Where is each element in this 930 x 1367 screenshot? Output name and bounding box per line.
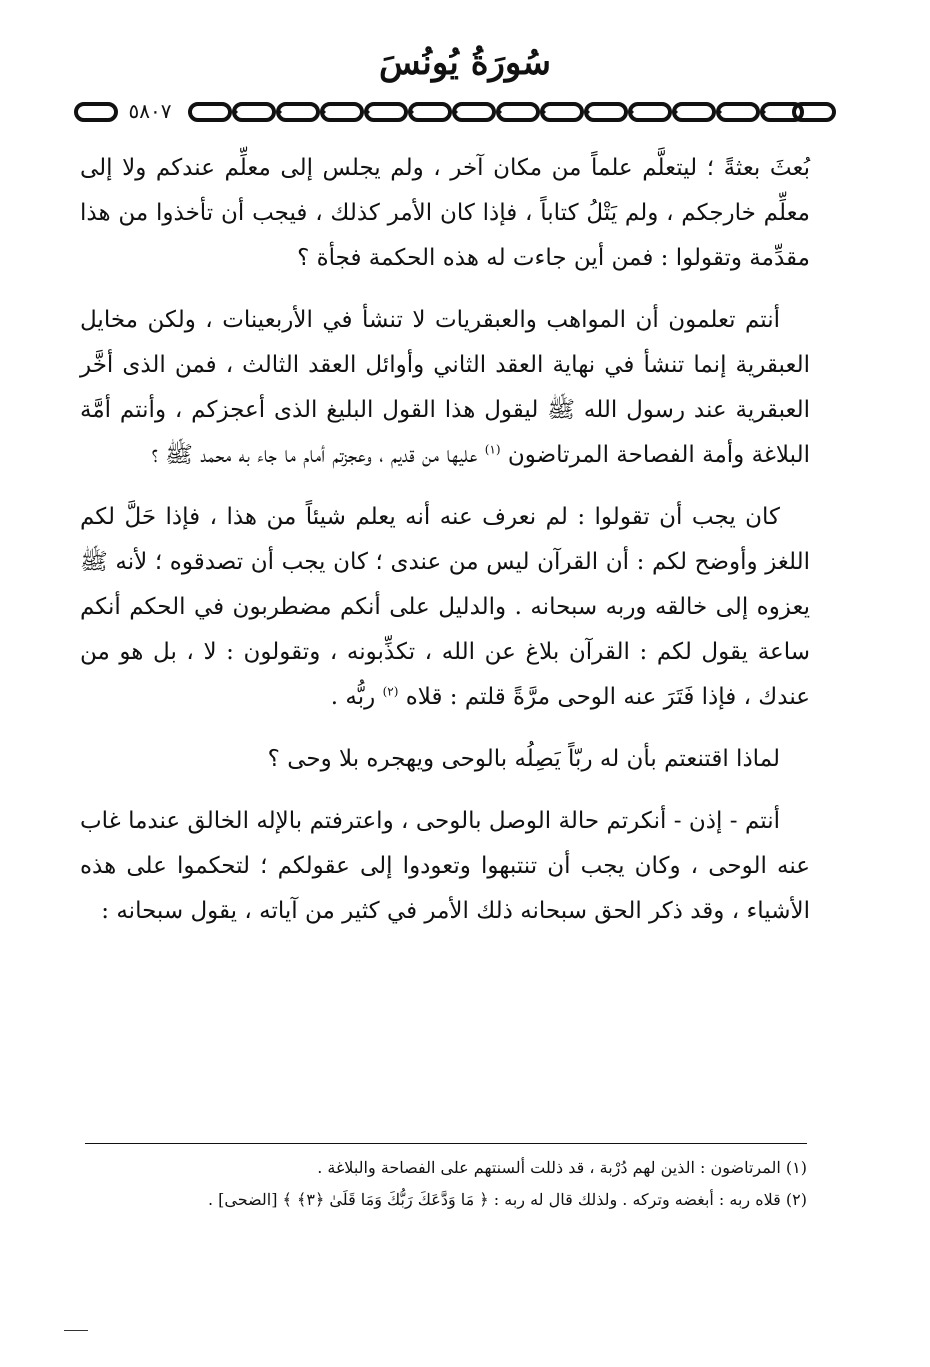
paragraph-3 <box>80 495 810 720</box>
paragraph-3-continuation: ربُّه . <box>330 684 376 710</box>
paragraph-1: بُعثَ بعثةً ؛ ليتعلَّم علماً من مكان آخر ، ولم يجلس إلى معلِّم عندكم ولا إلى معلِّم خارجكم ، ولم يَتْلُ كتاباً ، فإذا كان الأمر كذلك ، فيجب أن تأخذوا من هذا مقدِّمة وتقولوا : فمن أين جاءت له هذه الحكمة فجأة ؟ <box>80 155 810 271</box>
paragraph-2-text: أنتم تعلمون أن المواهب والعبقريات لا تنشأ في الأربعينات ، ولكن مخايل العبقرية إنما تنشأ في نهاية العقد الثاني وأوائل العقد الثالث ، فمن الذى أخَّر العبقرية عند رسول الله ﷺ ليقول هذا القول البليغ الذى أعجزكم ، وأنتم أمَّة البلاغة وأمة الفصاحة المرتاضون <box>80 307 810 468</box>
footnote-marker-1: (١) <box>484 442 501 457</box>
paragraph-2-continuation: عليها من قديم ، وعجزتم أمام ما جاء به محمد ﷺ ؟ <box>151 442 478 468</box>
ornament-chain-icon <box>70 100 840 124</box>
page-number: ٥٨٠٧ <box>118 99 182 123</box>
footnote-1: (١) المرتاضون : الذين لهم دُرْبة ، قد ذللت ألسنتهم على الفصاحة والبلاغة . <box>317 1158 807 1177</box>
margin-mark <box>64 1330 88 1331</box>
paragraph-3-text: كان يجب أن تقولوا : لم نعرف عنه أنه يعلم شيئاً من هذا ، فإذا حَلَّ لكم اللغز وأوضح لكم : أن القرآن ليس من عندى ؛ كان يجب أن تصدقوه ؛ لأنه ﷺ يعزوه إلى خالقه وربه سبحانه . والدليل على أنكم مضطربون في الحكم أنكم ساعة يقول لكم : القرآن بلاغ عن الله ، تكذِّبونه ، وتقولون : لا ، بل هو من عندك ، فإذا فَتَرَ عنه الوحى مرَّةً قلتم : قلاه <box>80 504 810 710</box>
ornamental-header-border <box>70 100 840 124</box>
footnote-marker-2: (٢) <box>382 684 399 699</box>
surah-title: سُورَةُ يُونُسَ <box>379 43 551 83</box>
paragraph-2 <box>80 298 810 478</box>
footnotes <box>85 1152 807 1216</box>
main-text <box>80 146 810 951</box>
footnote-2: (٢) قلاه ربه : أبغضه وتركه . ولذلك قال له ربه : ﴿ مَا وَدَّعَكَ رَبُّكَ وَمَا قَلَىٰ ﴿٣﴾ ﴾ [الضحى] . <box>207 1190 807 1209</box>
paragraph-5: أنتم - إذن - أنكرتم حالة الوصل بالوحى ، واعترفتم بالإله الخالق عندما غاب عنه الوحى ، وكان يجب أن تنتبهوا وتعودوا إلى عقولكم ؛ لتحكموا على هذه الأشياء ، وقد ذكر الحق سبحانه ذلك الأمر في كثير من آياته ، يقول سبحانه : <box>80 808 810 924</box>
paragraph-4: لماذا اقتنعتم بأن له ربّاً يَصِلُه بالوحى ويهجره بلا وحى ؟ <box>267 746 780 772</box>
footnote-divider <box>85 1143 807 1144</box>
